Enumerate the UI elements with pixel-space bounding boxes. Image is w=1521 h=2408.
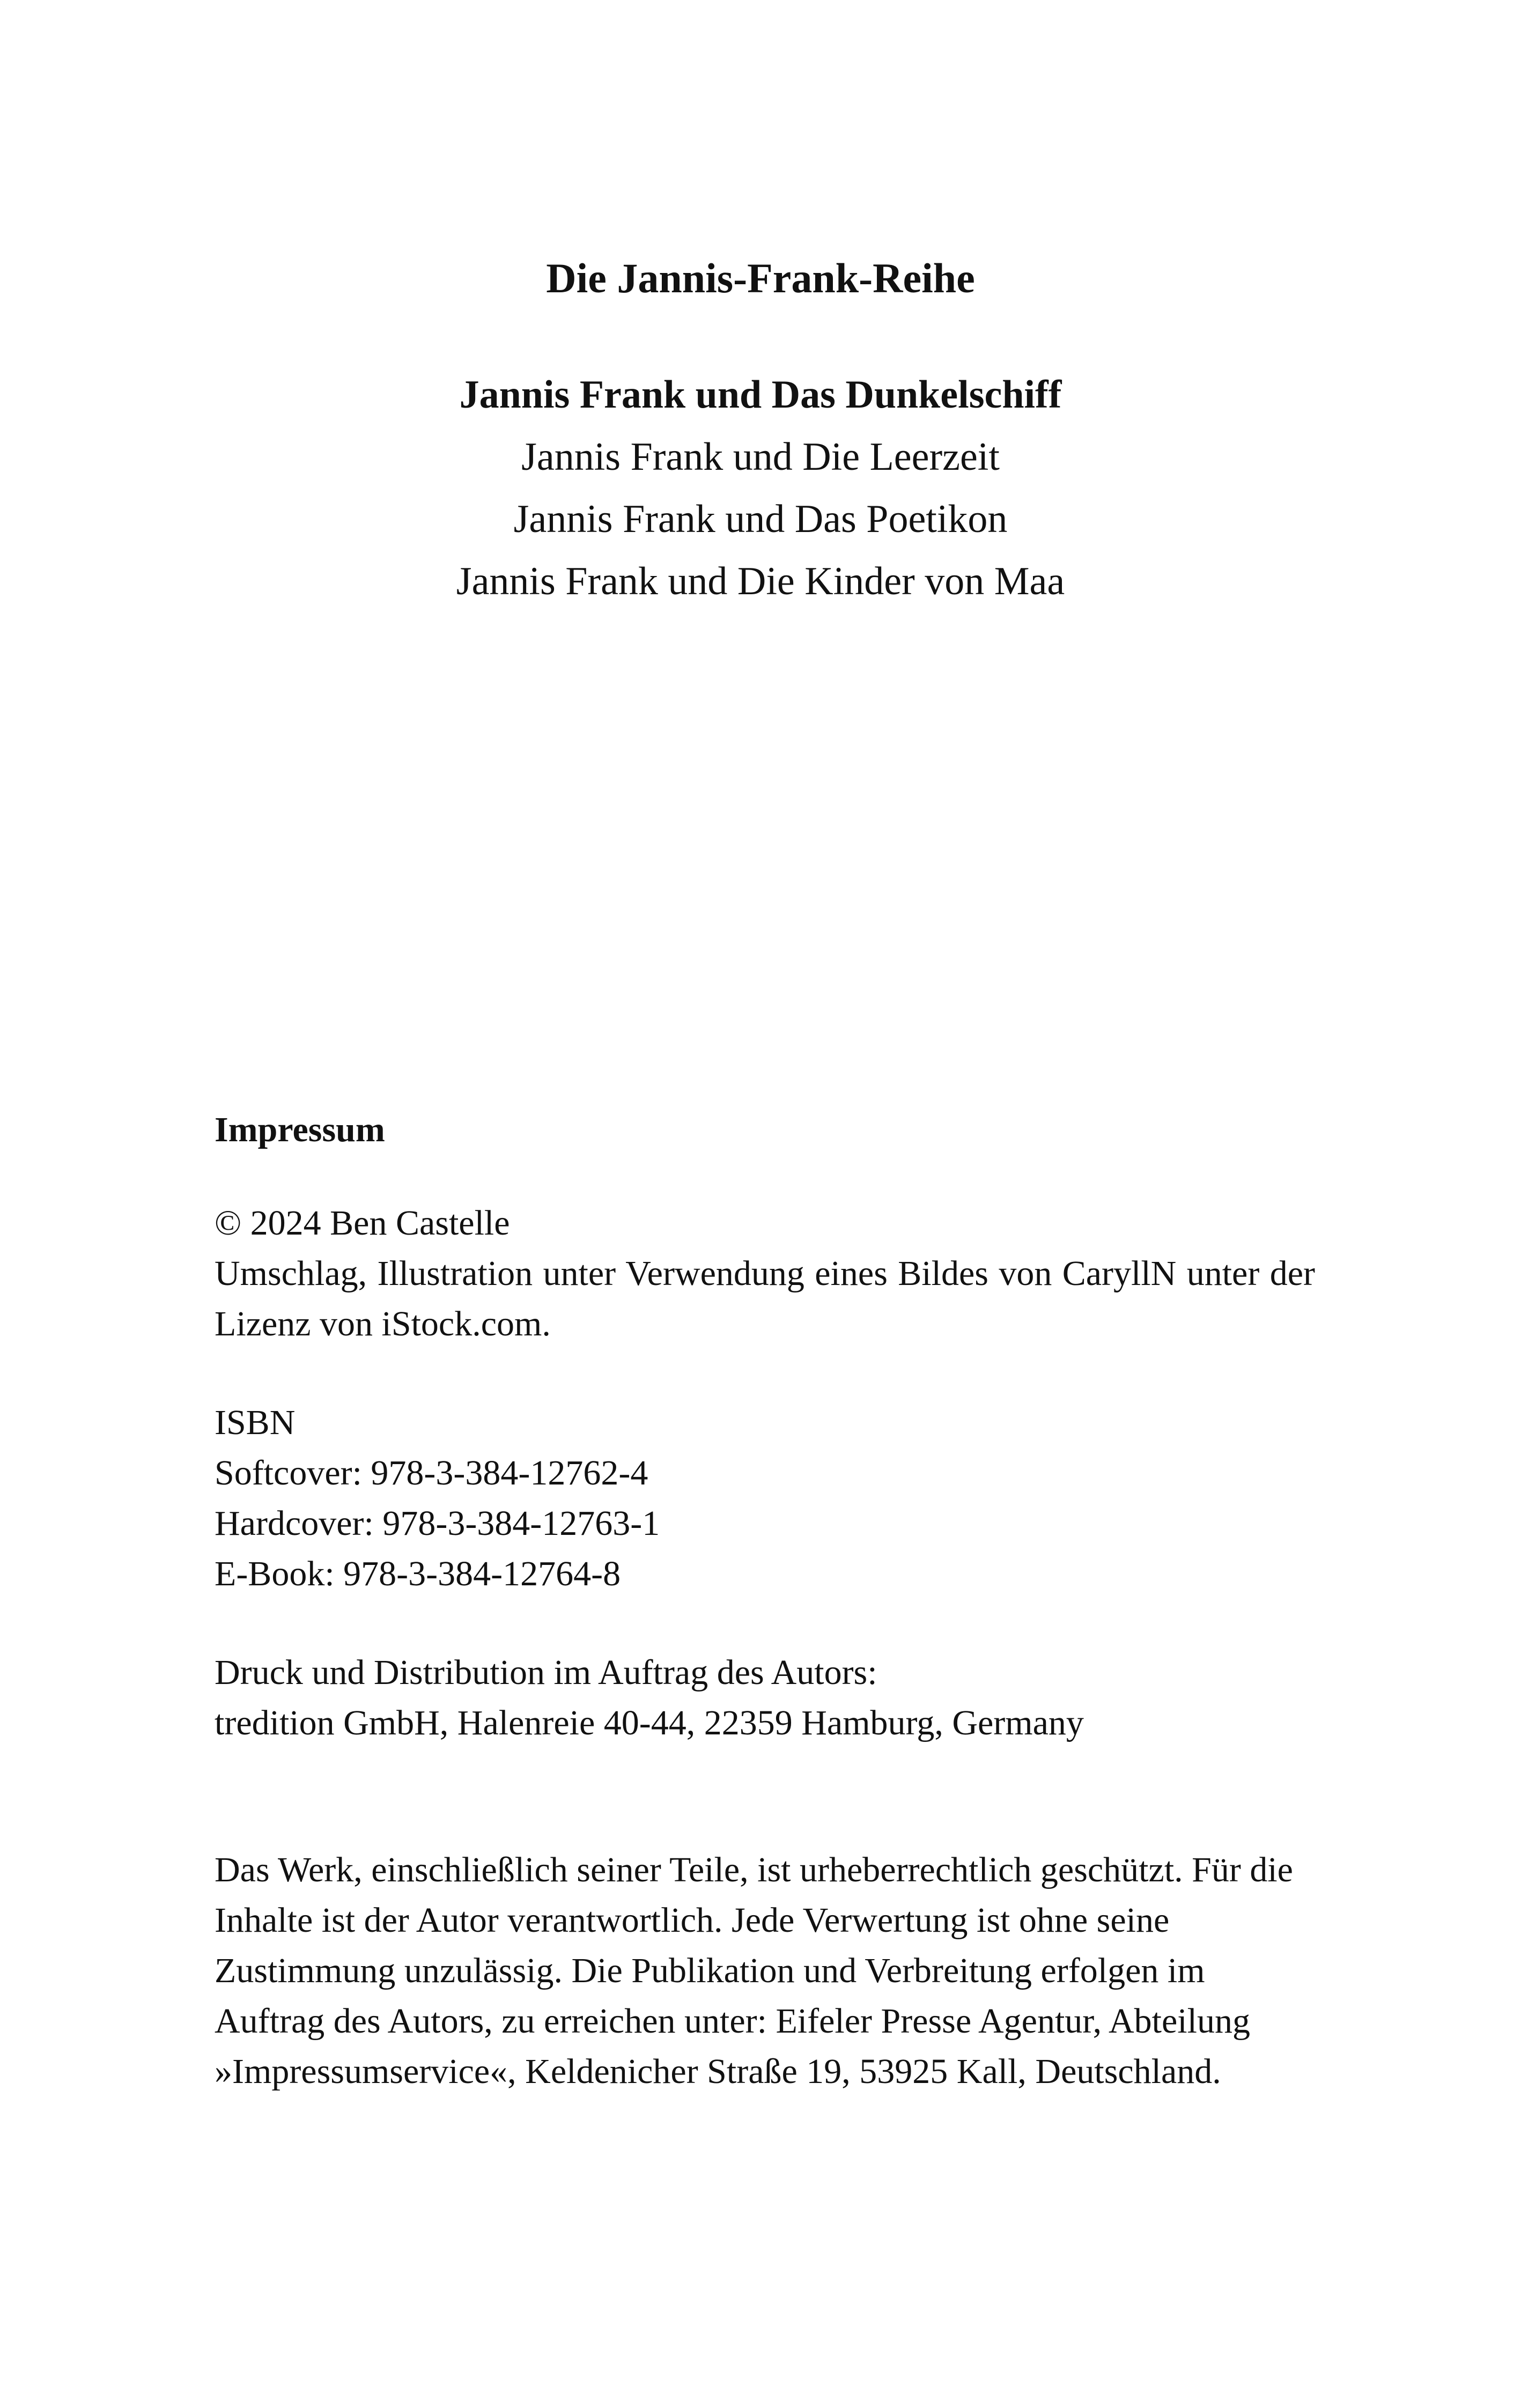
imprint-section [215, 1105, 1315, 2097]
legal-notice: Das Werk, einschließlich seiner Teile, ist urheberrechtlich geschützt. Für die Inhalte ist der Autor verantwortlich. Jede Verwertung ist ohne seine Zustimmung unzulässig. Die Publikation und Verbreitung erfolgen im Auftrag des Autors, zu erreichen unter: Eifeler Presse Agentur, Abteilung »Impressumservice«, Keldenicher Straße 19, 53925 Kall, Deutschland. [215, 1850, 1293, 2091]
book-list [0, 364, 1521, 612]
isbn-block [215, 1398, 1315, 1599]
distribution-line: Druck und Distribution im Auftrag des Autors: [215, 1653, 877, 1692]
book-title: Jannis Frank und Das Poetikon [513, 497, 1008, 541]
copyright-line: © 2024 Ben Castelle [215, 1203, 510, 1243]
isbn-label: ISBN [215, 1403, 296, 1442]
series-heading: Die Jannis-Frank-Reihe [546, 255, 975, 301]
cover-credit: Umschlag, Illustration unter Verwendung eines Bildes von CaryllN unter der Lizenz von iStock.com. [215, 1254, 1315, 1343]
isbn-ebook: E-Book: 978-3-384-12764-8 [215, 1554, 621, 1593]
book-title: Jannis Frank und Die Leerzeit [521, 435, 1000, 479]
book-title: Jannis Frank und Die Kinder von Maa [456, 559, 1065, 603]
series-section [0, 257, 1521, 612]
book-title-current: Jannis Frank und Das Dunkelschiff [459, 373, 1062, 417]
distribution-block [215, 1648, 1315, 1748]
isbn-softcover: Softcover: 978-3-384-12762-4 [215, 1453, 648, 1493]
isbn-hardcover: Hardcover: 978-3-384-12763-1 [215, 1504, 660, 1543]
distribution-address: tredition GmbH, Halenreie 40-44, 22359 Hamburg, Germany [215, 1703, 1084, 1742]
imprint-heading: Impressum [215, 1110, 385, 1149]
